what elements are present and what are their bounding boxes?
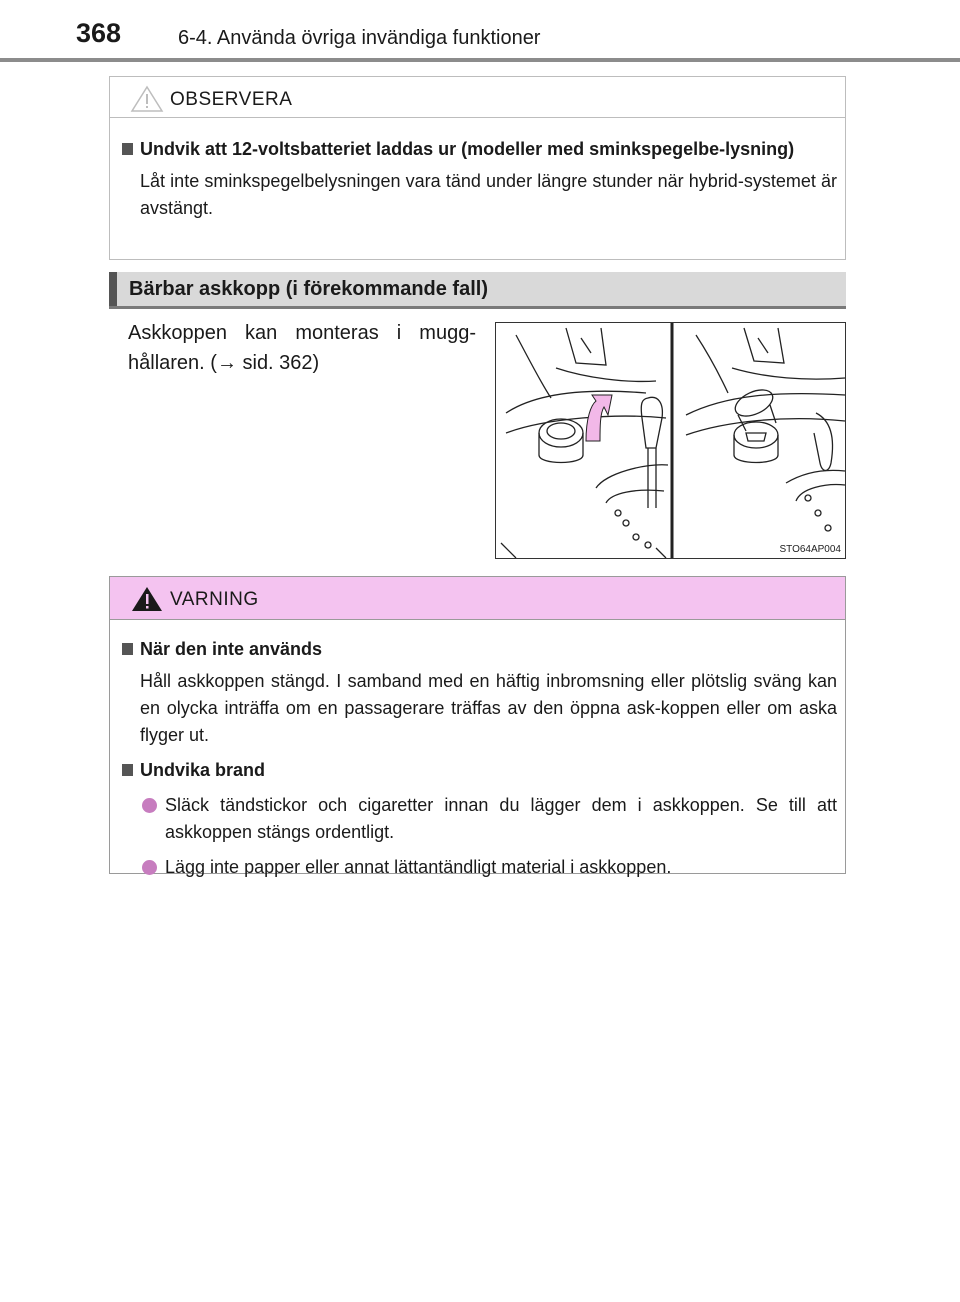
section-heading	[109, 272, 846, 309]
ashtray-description	[128, 318, 476, 378]
observera-heading-text: Undvik att 12-voltsbatteriet laddas ur (modeller med sminkspegelbe-lysning)	[140, 139, 795, 159]
page-number: 368	[76, 18, 122, 48]
varning-heading2-text: Undvika brand	[140, 760, 266, 780]
observera-title: OBSERVERA	[170, 89, 293, 110]
square-bullet-icon	[122, 143, 133, 155]
section-heading-text: Bärbar askkopp (i förekommande fall)	[129, 278, 488, 300]
square-bullet-icon	[122, 764, 133, 776]
bullet1-text: Släck tändstickor och cigaretter innan du lägger dem i askkoppen. Se till att askkoppen stängs ordentligt.	[165, 795, 837, 842]
varning-item2-heading	[122, 757, 837, 784]
varning-bullet-1	[134, 792, 837, 846]
varning-title: VARNING	[170, 589, 259, 610]
bullet2-text: Lägg inte papper eller annat lättantändligt material i askkoppen.	[165, 857, 672, 877]
circle-bullet-icon	[142, 798, 157, 813]
illustration-code: STO64AP004	[779, 544, 841, 555]
circle-bullet-icon	[142, 860, 157, 875]
section-title: 6-4. Använda övriga invändiga funktioner	[178, 27, 541, 49]
varning-header	[110, 577, 845, 619]
observera-item-heading	[122, 136, 837, 163]
observera-item-text: Låt inte sminkspegelbelysningen vara tänd under längre stunder när hybrid-systemet är avstängt.	[140, 171, 837, 218]
caution-outline-icon	[130, 85, 164, 113]
varning-item1-text: Håll askkoppen stängd. I samband med en häftig inbromsning eller plötslig sväng kan en olycka inträffa om en passagerare träffas av den öppna ask-koppen eller om aska flyger ut.	[140, 671, 837, 745]
varning-heading1-text: När den inte används	[140, 639, 323, 659]
illustration-drawing	[496, 323, 845, 558]
observera-header	[110, 77, 845, 117]
description-text: Askkoppen kan monteras i mugg-hållaren. (	[128, 322, 476, 374]
observera-box	[109, 76, 846, 260]
square-bullet-icon	[122, 643, 133, 655]
ashtray-illustration	[495, 322, 846, 559]
warning-icon	[130, 585, 164, 613]
arrow-icon: →	[216, 352, 237, 374]
varning-box	[109, 576, 846, 877]
varning-bullet-2	[134, 854, 837, 881]
header-divider	[0, 58, 960, 62]
heading-bar	[109, 272, 117, 306]
page-reference: sid. 362)	[236, 352, 320, 374]
varning-item1-heading	[122, 636, 837, 663]
